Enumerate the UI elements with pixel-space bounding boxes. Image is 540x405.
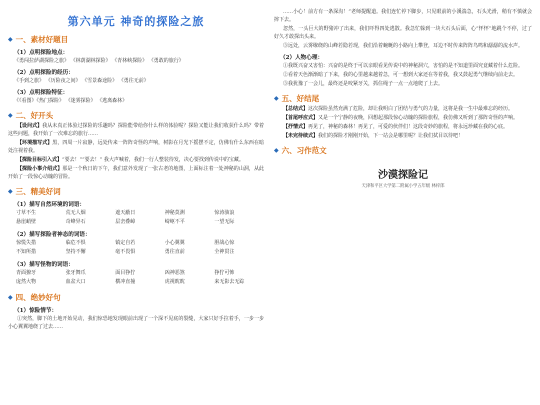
paragraph: 【设问式】我从未真正体验过探险的乐趣吗？探险能带给你什么样的体验呢？探险又能让我们收获什么吗？带着这些问题，我开始了一次难忘的旅行…… — [8, 123, 264, 137]
word: 张牙舞爪 — [65, 270, 86, 276]
word: 遮天蔽日 — [115, 210, 136, 216]
word: 寸草不生 — [16, 210, 37, 216]
bullet-icon: ◆ — [274, 147, 279, 154]
word: 悬崖峭壁 — [16, 219, 37, 225]
word-grid — [16, 269, 264, 287]
bullet-icon: ◆ — [274, 95, 279, 102]
section-heading-words: ◆ 三、精美好词 — [8, 187, 61, 196]
paragraph: ②看着天色渐渐暗了下来，我的心里越来越着急，可一想到大家还在等着我，我又鼓起勇气继续向前走去。 — [283, 72, 519, 78]
text-line: 《勇闯拉萨湖探险之旅》 《林荫湖林探险》 《青林峡探险》 《勇敢的旅行》 — [14, 58, 184, 64]
bullet-icon: ◆ — [8, 294, 13, 301]
subheading: （3）点明探险特征： — [14, 90, 69, 96]
essay-author: 天津和平区大学第二附属小学五年级 林梓郎 — [361, 184, 445, 189]
paragraph: ……小心！前方有一条深沟！”老师提醒道。我们连忙停下脚步，只见眼前的小溪湍急，石头光滑，稍有不慎就会摔下去。 — [274, 9, 532, 23]
word: 惊慌失措 — [16, 240, 37, 246]
paragraph: 【未完待续式】我们的探险才刚刚开始，下一站会是哪里呢？让我们拭目以待吧！ — [283, 133, 464, 139]
word: 临危不惧 — [65, 240, 86, 246]
word: 青面獠牙 — [16, 270, 37, 276]
word: 胆战心惊 — [214, 240, 235, 246]
section-heading-model-essay: ◆ 六、习作范文 — [274, 146, 327, 155]
paragraph: 【总结式】这次探险虽然充满了危险，却让我明白了团结与勇气的力量，这将是我一生中最难忘的经历。 — [283, 106, 514, 112]
paragraph: 【环境描写式】黑，四周一片寂静，远处传来一阵阵奇怪的声响，树影在月光下摇摆不定，仿佛有什么东西在暗处注视着我。 — [8, 140, 264, 154]
word-grid — [16, 239, 264, 257]
word: 虎视眈眈 — [164, 279, 185, 285]
word: 惊涛骇浪 — [214, 210, 235, 216]
paragraph: 【抒情式】再见了，神秘的森林！再见了，可爱的伙伴们！这段奇妙的旅程，将永远珍藏在我的心底。 — [283, 124, 509, 130]
word: 面目狰狞 — [115, 270, 136, 276]
word: 神秘莫测 — [164, 210, 185, 216]
bullet-icon: ◆ — [8, 36, 13, 43]
section-heading-titles: ◆ 一、素材好题目 — [8, 35, 69, 44]
word: 坚持不懈 — [65, 249, 86, 255]
word: 毫不畏惧 — [115, 249, 136, 255]
word: 凶神恶煞 — [164, 270, 185, 276]
text-line: 《《看图》《热门探险》 《迷雾探险》 《逃离森林》 — [14, 98, 128, 104]
text-line: 《手到之旅》 《历险夜之间》 《雪景森途险》 《勇往无前》 — [14, 78, 149, 84]
subheading: （2）人物心理： — [280, 55, 324, 61]
bullet-icon: ◆ — [8, 188, 13, 195]
word-grid — [16, 209, 264, 227]
left-column — [8, 0, 264, 405]
word: 奇峰异石 — [65, 219, 86, 225]
right-column — [274, 0, 532, 405]
paragraph: ③我犹豫了一会儿，最终还是咬紧牙关，抓住绳子一点一点地爬了上去。 — [283, 81, 444, 87]
paragraph: ③远处，云雾缭绕的山峰若隐若现，我们沿着蜿蜒的小路向上攀登，耳边不时传来阵阵鸟鸣和潺潺的流水声。 — [283, 43, 524, 49]
word: 小心翼翼 — [164, 240, 185, 246]
word: 镇定自若 — [115, 240, 136, 246]
word: 庞然大物 — [16, 279, 37, 285]
paragraph: 忽然，一头巨大的野猪冲了出来，我们吓得四处逃散。我急忙躲到一块大石头后面，心“怦怦”地跳个不停，过了好久才敢探出头来。 — [274, 26, 532, 40]
subheading: （1）点明探险地点： — [14, 50, 69, 56]
essay-title: 沙漠探险记 — [378, 170, 428, 181]
word: 全神贯注 — [214, 249, 235, 255]
subheading: （1）描写自然环境的词语： — [14, 202, 86, 208]
subheading: （3）描写怪物的词语： — [14, 262, 74, 268]
paragraph: 【探险小事介绍式】那是一个秋日的下午，我们意外发现了一张古老的地图，上面标注着一处神秘的山洞，从此开始了一段惊心动魄的冒险。 — [8, 166, 264, 180]
paragraph: ①我既兴奋又害怕：兴奋的是终于可以亲眼看见传说中的神秘洞穴，害怕的是不知道里面究竟藏着什么危险。 — [283, 63, 524, 69]
word: 层峦叠嶂 — [115, 219, 136, 225]
word: 崎岖不平 — [164, 219, 185, 225]
section-heading-sentences: ◆ 四、绝妙好句 — [8, 293, 61, 302]
subheading: （2）点明探险的经历： — [14, 70, 74, 76]
section-heading-endings: ◆ 五、好结尾 — [274, 94, 320, 103]
paragraph: ①突然，脚下的土地开始晃动，我们惊恐地发现眼前出现了一个深不见底的裂缝，大家只好手拉着手，一步一步小心翼翼地绕了过去…… — [8, 316, 264, 330]
word: 荒无人烟 — [65, 210, 86, 216]
page-title: 第六单元 神奇的探险之旅 — [67, 15, 205, 28]
bullet-icon: ◆ — [8, 112, 13, 119]
subheading: （2）描写探险者神态的词语： — [14, 232, 91, 238]
paragraph: 【首尾呼应式】又是一个宁静的夜晚，回想起那段惊心动魄的探险旅程，我仿佛又听到了那阵奇怪的声响。 — [283, 115, 519, 121]
word: 狰狞可怖 — [214, 270, 235, 276]
section-heading-openings: ◆ 二、好开头 — [8, 111, 54, 120]
subheading: （1）惊险情节： — [14, 308, 58, 314]
word: 血盆大口 — [65, 279, 86, 285]
word: 勇往直前 — [164, 249, 185, 255]
word: 来无影去无踪 — [214, 279, 245, 285]
paragraph: 【探险目标引入式】“要去！””要去！” 我大声喊着，我们一行人整装待发，决心要找到传说中的宝藏。 — [17, 157, 244, 163]
word: 不知所措 — [16, 249, 37, 255]
word: 一望无际 — [214, 219, 235, 225]
word: 横冲直撞 — [115, 279, 136, 285]
